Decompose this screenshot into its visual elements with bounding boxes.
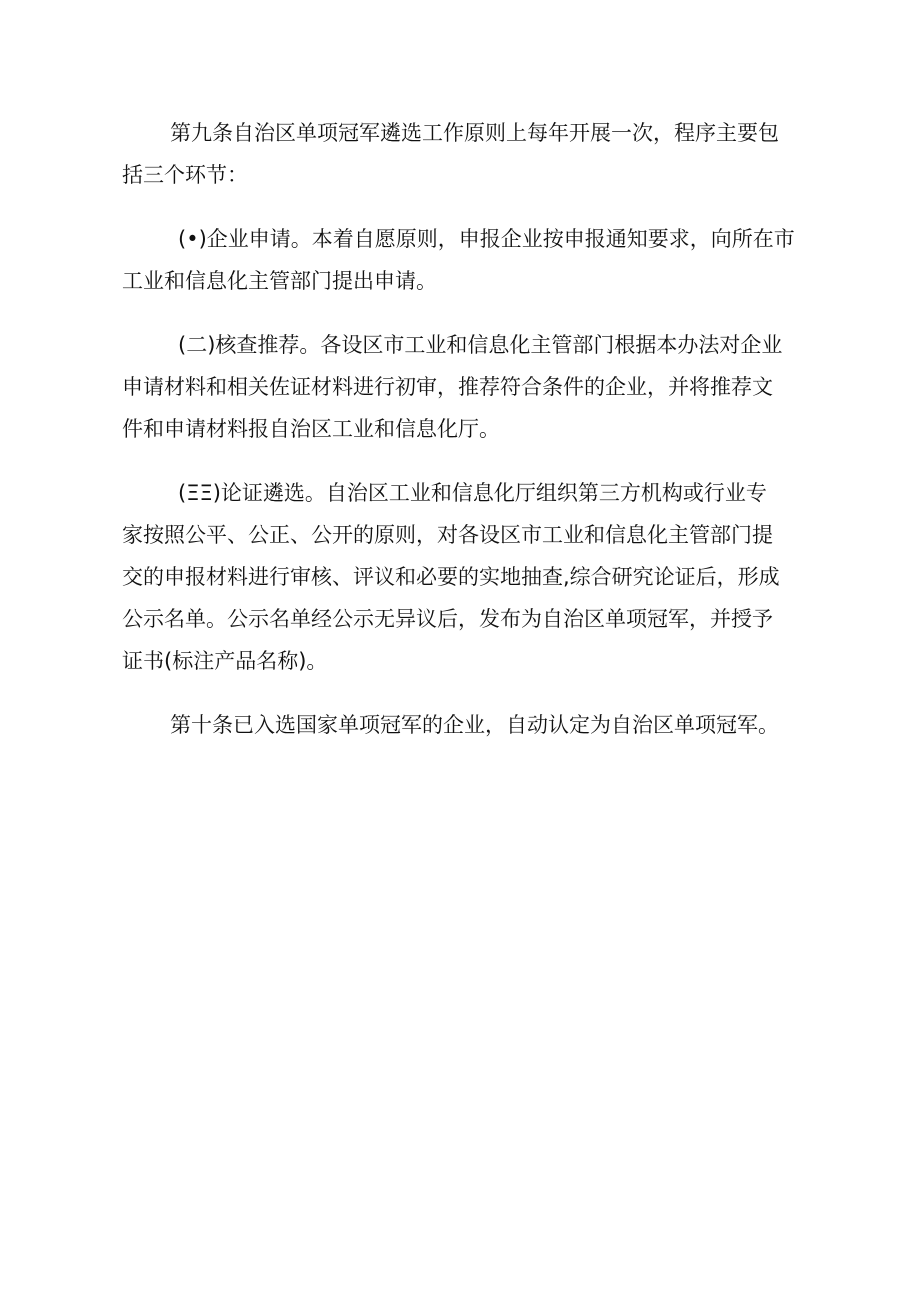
article-10-paragraph	[122, 704, 812, 746]
article-9-paragraph	[122, 112, 812, 196]
step-1-paragraph	[122, 218, 812, 302]
text-line: (二)核查推荐。各设区市工业和信息化主管部门根据本办法对企业	[178, 333, 783, 357]
step-2-paragraph	[122, 324, 812, 450]
text-line: 工业和信息化主管部门提出申请。	[122, 269, 437, 293]
text-line: 交的申报材料进行审核、评议和必要的实地抽查,综合研究论证后，形成	[122, 565, 780, 589]
document-body	[122, 112, 812, 768]
text-line: 证书(标注产品名称)。	[122, 649, 328, 673]
text-line: (ΞΞ)论证遴选。自治区工业和信息化厅组织第三方机构或行业专	[178, 481, 767, 505]
text-line: 申请材料和相关佐证材料进行初审，推荐符合条件的企业，并将推荐文	[122, 375, 773, 399]
text-line: 公示名单。公示名单经公示无异议后，发布为自治区单项冠军，并授予	[122, 607, 773, 631]
text-line: 家按照公平、公正、公开的原则，对各设区市工业和信息化主管部门提	[122, 523, 773, 547]
text-line: 第十条已入选国家单项冠军的企业，自动认定为自治区单项冠军。	[170, 713, 779, 737]
text-line: 第九条自治区单项冠军遴选工作原则上每年开展一次，程序主要包	[170, 121, 779, 145]
step-3-paragraph	[122, 472, 812, 682]
text-line: (•)企业申请。本着自愿原则，申报企业按申报通知要求，向所在市	[178, 227, 795, 251]
text-line: 括三个环节：	[122, 163, 248, 187]
text-line: 件和申请材料报自治区工业和信息化厅。	[122, 417, 500, 441]
